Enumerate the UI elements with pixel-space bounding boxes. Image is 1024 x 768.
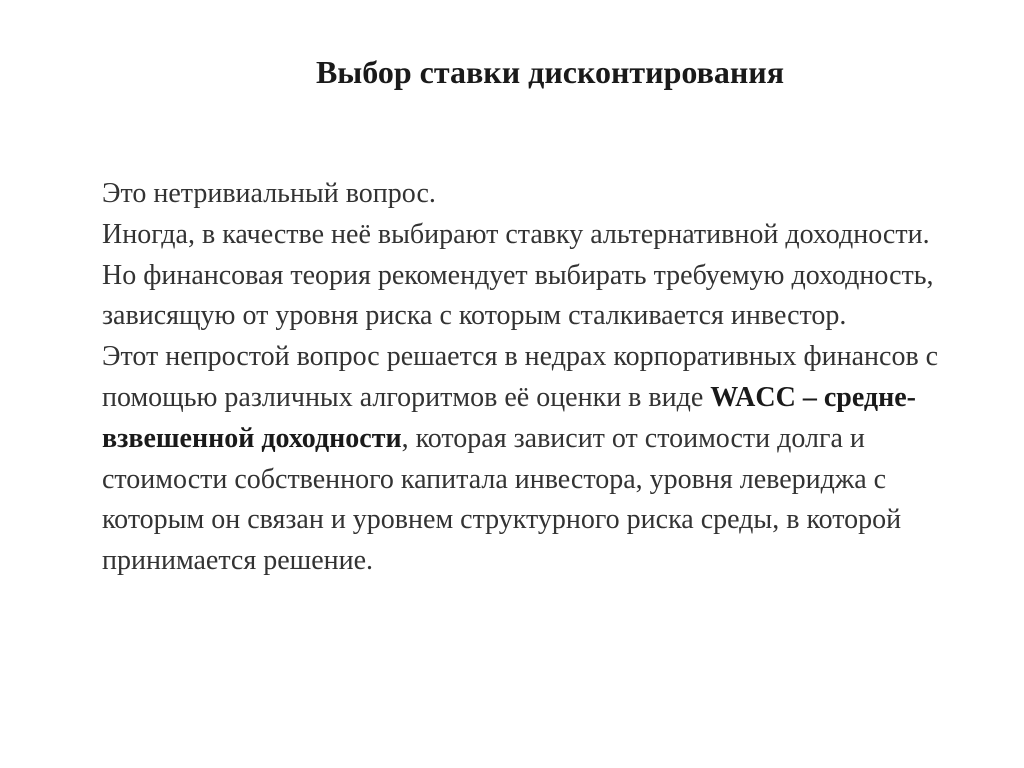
paragraph-1: Это нетривиальный вопрос. bbox=[102, 178, 436, 209]
paragraph-4 bbox=[102, 337, 982, 582]
slide-body bbox=[102, 174, 982, 582]
wacc-term: WACC – средне-взвешенной доходности bbox=[102, 381, 916, 454]
paragraph-2: Иногда, в качестве неё выбирают ставку альтернативной доходности. bbox=[102, 218, 930, 250]
slide-title: Выбор ставки дисконтирования bbox=[315, 54, 785, 90]
paragraph-3: Но финансовая теория рекомендует выбирать требуемую доходность, зависящую от уровня риска с которым сталкивается инвестор. bbox=[102, 259, 934, 332]
paragraph-4-start: Этот непростой вопрос решается в недрах корпоративных финансов с помощью различных алгоритмов её оценки в виде bbox=[102, 341, 939, 413]
paragraph-4-end: , которая зависит от стоимости долга и стоимости собственного капитала инвестора, уровня левериджа с которым он связан и уровнем структурного риска среды, в которой принимается решение. bbox=[102, 422, 902, 577]
